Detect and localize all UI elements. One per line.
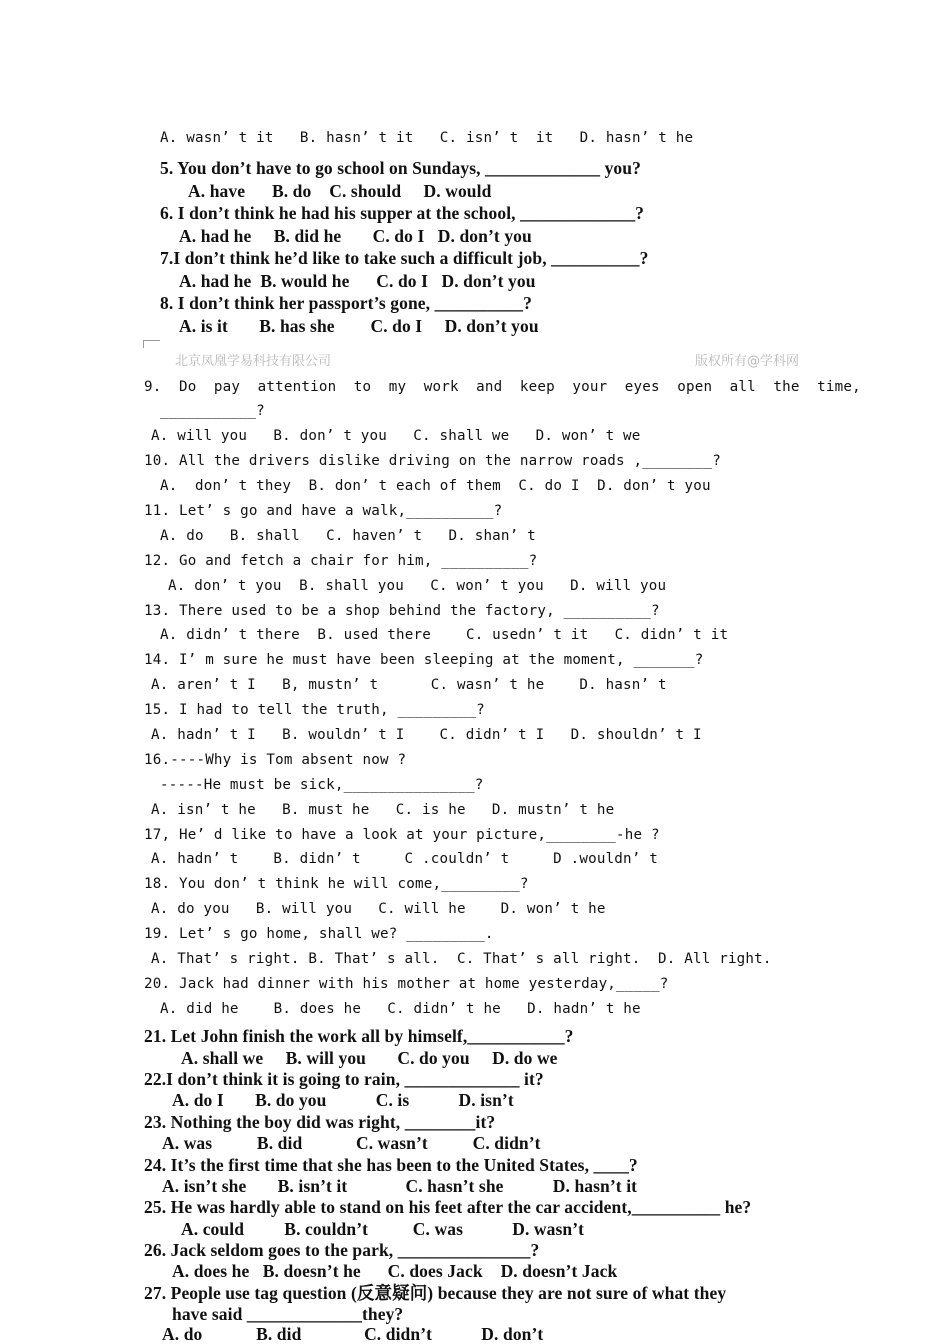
text-line: A. isn’t she B. isn’t it C. hasn’t she D. hasn’t it: [162, 1176, 638, 1196]
text-line: 24. It’s the first time that she has been to the United States, ____?: [144, 1155, 638, 1175]
text-line: 27. People use tag question (反意疑问) because they are not sure of what they: [144, 1283, 727, 1303]
text-line: 20. Jack had dinner with his mother at home yesterday,_____?: [144, 976, 669, 992]
text-line: A. had he B. did he C. do I D. don’t you: [179, 226, 532, 246]
text-line: A. do I B. do you C. is D. isn’t: [172, 1090, 514, 1110]
text-line: 11. Let’ s go and have a walk,__________?: [144, 503, 503, 519]
text-line: A. didn’ t there B. used there C. usedn’ t it C. didn’ t it: [160, 627, 729, 643]
text-line: 8. I don’t think her passport’s gone, __________?: [160, 293, 532, 313]
text-line: -----He must be sick,_______________?: [160, 777, 484, 793]
text-line: 7.I don’t think he’d like to take such a difficult job, __________?: [160, 248, 649, 268]
text-line: 23. Nothing the boy did was right, ________it?: [144, 1112, 496, 1132]
text-line: 19. Let’ s go home, shall we? _________.: [144, 926, 494, 942]
header-separator-mark: [143, 340, 160, 348]
text-line: 18. You don’ t think he will come,_________?: [144, 876, 529, 892]
text-line: A. do you B. will you C. will he D. won’ t he: [151, 901, 606, 917]
text-line: A. do B. did C. didn’t D. don’t: [162, 1324, 544, 1344]
text-line: A. was B. did C. wasn’t C. didn’t: [162, 1133, 541, 1153]
text-line: 9. Do pay attention to my work and keep your eyes open all the time,: [144, 379, 861, 395]
text-line: A. could B. couldn’t C. was D. wasn’t: [181, 1219, 585, 1239]
watermark-copyright: 版权所有@学科网: [695, 354, 800, 369]
text-line: A. had he B. would he C. do I D. don’t you: [179, 271, 536, 291]
text-line: 5. You don’t have to go school on Sundays, _____________ you?: [160, 158, 641, 178]
text-line: A. do B. shall C. haven’ t D. shan’ t: [160, 528, 536, 544]
text-line: 13. There used to be a shop behind the factory, __________?: [144, 603, 660, 619]
text-line: A. That’ s right. B. That’ s all. C. That’ s all right. D. All right.: [151, 951, 772, 967]
text-line: A. does he B. doesn’t he C. does Jack D. doesn’t Jack: [172, 1261, 618, 1281]
text-line: 21. Let John finish the work all by himself,___________?: [144, 1026, 574, 1046]
text-line: A. have B. do C. should D. would: [188, 181, 492, 201]
text-line: 22.I don’t think it is going to rain, _____________ it?: [144, 1069, 544, 1089]
watermark-company: 北京凤凰学易科技有限公司: [175, 354, 332, 369]
text-line: ___________?: [160, 403, 265, 419]
text-line: A. don’ t you B. shall you C. won’ t you D. will you: [168, 578, 667, 594]
text-line: A. will you B. don’ t you C. shall we D. won’ t we: [151, 428, 641, 444]
text-line: 10. All the drivers dislike driving on the narrow roads ,________?: [144, 453, 721, 469]
text-line: A. hadn’ t B. didn’ t C .couldn’ t D .wouldn’ t: [151, 851, 659, 867]
text-line: A. don’ t they B. don’ t each of them C. do I D. don’ t you: [160, 478, 711, 494]
text-line: 17, He’ d like to have a look at your picture,________-he ?: [144, 827, 660, 843]
text-line: 25. He was hardly able to stand on his feet after the car accident,__________ he?: [144, 1197, 752, 1217]
text-line: A. is it B. has she C. do I D. don’t you: [179, 316, 539, 336]
text-line: A. aren’ t I B, mustn’ t C. wasn’ t he D. hasn’ t: [151, 677, 667, 693]
text-line: 12. Go and fetch a chair for him, __________?: [144, 553, 538, 569]
text-line: have said _____________they?: [172, 1304, 404, 1324]
text-line: 6. I don’t think he had his supper at the school, _____________?: [160, 203, 645, 223]
text-line: A. isn’ t he B. must he C. is he D. mustn’ t he: [151, 802, 615, 818]
text-line: 14. I’ m sure he must have been sleeping at the moment, _______?: [144, 652, 704, 668]
text-line: 16.----Why is Tom absent now ?: [144, 752, 407, 768]
text-line: A. hadn’ t I B. wouldn’ t I C. didn’ t I D. shouldn’ t I: [151, 727, 702, 743]
text-line: A. wasn’ t it B. hasn’ t it C. isn’ t it D. hasn’ t he: [160, 130, 694, 146]
text-line: 15. I had to tell the truth, _________?: [144, 702, 485, 718]
text-line: A. shall we B. will you C. do you D. do we: [181, 1048, 558, 1068]
text-line: A. did he B. does he C. didn’ t he D. hadn’ t he: [160, 1001, 641, 1017]
text-line: 26. Jack seldom goes to the park, _______________?: [144, 1240, 540, 1260]
